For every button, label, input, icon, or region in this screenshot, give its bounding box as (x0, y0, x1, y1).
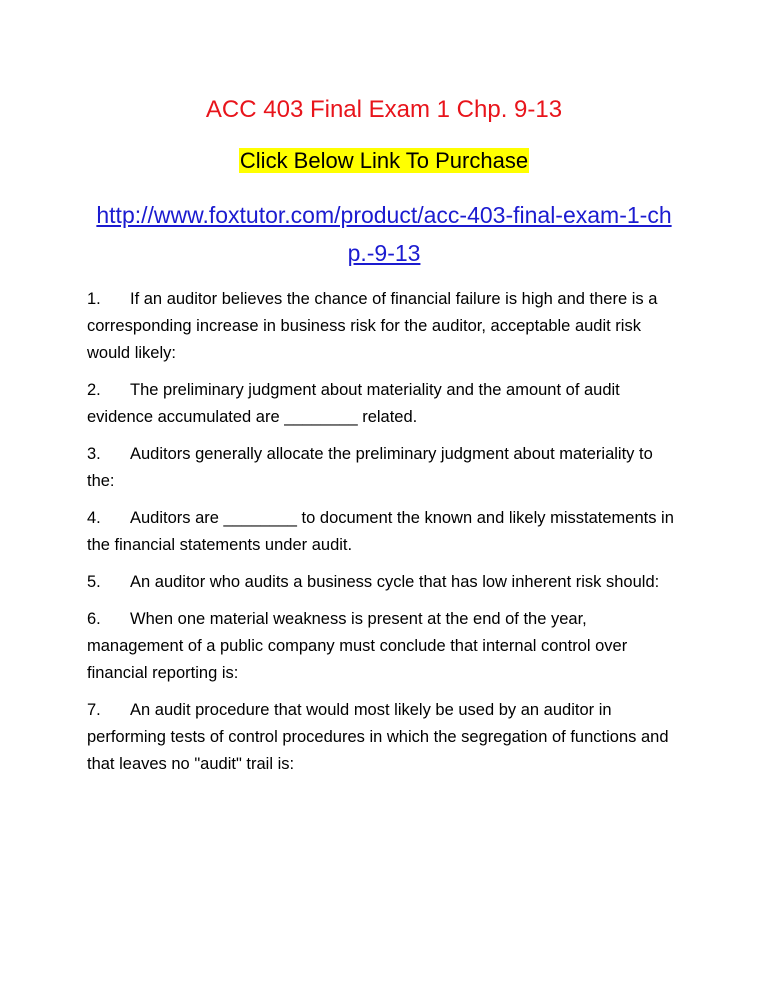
purchase-callout (0, 146, 768, 176)
question-2 (87, 377, 682, 431)
question-5 (87, 569, 682, 596)
purchase-link[interactable]: http://www.foxtutor.com/product/acc-403-final-exam-1-chp.-9-13 (96, 202, 672, 266)
question-number: 7. (87, 701, 101, 719)
question-number: 1. (87, 290, 101, 308)
question-text: Auditors generally allocate the preliminary judgment about materiality to the: (87, 445, 653, 490)
question-number: 3. (87, 445, 101, 463)
question-3 (87, 441, 682, 495)
document-title: ACC 403 Final Exam 1 Chp. 9-13 (205, 96, 563, 123)
question-4 (87, 505, 682, 559)
question-7 (87, 697, 682, 778)
question-list (87, 286, 682, 788)
question-text: When one material weakness is present at the end of the year, management of a public company must conclude that internal control over financial reporting is: (87, 610, 628, 682)
question-text: An audit procedure that would most likely be used by an auditor in performing tests of control procedures in which the segregation of functions and that leaves no "audit" trail is: (87, 701, 669, 773)
question-text: An auditor who audits a business cycle that has low inherent risk should: (130, 573, 660, 591)
question-number: 2. (87, 381, 101, 399)
purchase-label: Click Below Link To Purchase (239, 148, 529, 173)
question-number: 4. (87, 509, 101, 527)
question-1 (87, 286, 682, 367)
question-text: The preliminary judgment about materiality and the amount of audit evidence accumulated are ________ related. (87, 381, 620, 426)
question-text: Auditors are ________ to document the known and likely misstatements in the financial statements under audit. (87, 509, 674, 554)
question-number: 5. (87, 573, 101, 591)
question-number: 6. (87, 610, 101, 628)
question-text: If an auditor believes the chance of financial failure is high and there is a corresponding increase in business risk for the auditor, acceptable audit risk would likely: (87, 290, 658, 362)
question-6 (87, 606, 682, 687)
